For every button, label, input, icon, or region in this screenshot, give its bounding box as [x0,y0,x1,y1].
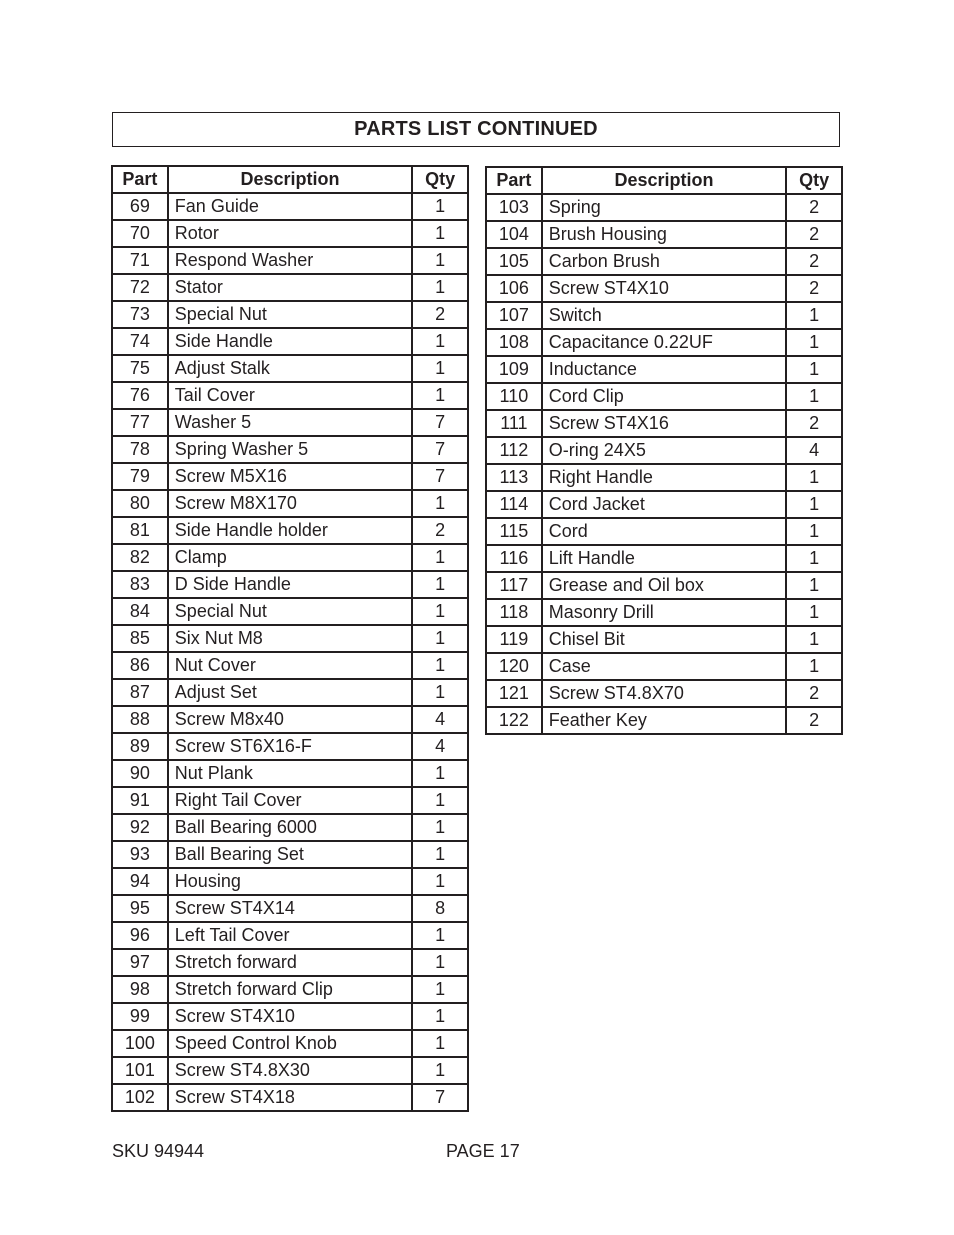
part-number: 81 [112,517,168,544]
part-qty: 1 [412,841,468,868]
part-qty: 2 [786,707,842,734]
title-box [112,112,840,147]
part-qty: 1 [412,1030,468,1057]
part-qty: 1 [786,302,842,329]
part-qty: 1 [412,868,468,895]
part-description: Fan Guide [168,193,412,220]
table-row [112,1030,468,1057]
part-number: 121 [486,680,542,707]
part-description: Carbon Brush [542,248,786,275]
part-number: 82 [112,544,168,571]
part-number: 80 [112,490,168,517]
col-description-header: Description [168,166,412,193]
part-description: Screw ST4.8X70 [542,680,786,707]
part-qty: 1 [412,1057,468,1084]
part-number: 122 [486,707,542,734]
part-description: Adjust Stalk [168,355,412,382]
table-row [486,464,842,491]
page-title: PARTS LIST CONTINUED [354,118,598,140]
part-number: 73 [112,301,168,328]
table-row [486,329,842,356]
part-qty: 1 [412,490,468,517]
part-number: 90 [112,760,168,787]
part-description: Housing [168,868,412,895]
part-number: 87 [112,679,168,706]
part-number: 120 [486,653,542,680]
table-row [112,220,468,247]
part-description: Special Nut [168,598,412,625]
table-row [112,814,468,841]
table-header-row [486,167,842,194]
part-number: 71 [112,247,168,274]
table-row [486,356,842,383]
table-row [112,1084,468,1111]
part-number: 70 [112,220,168,247]
part-description: Lift Handle [542,545,786,572]
part-qty: 1 [412,679,468,706]
part-number: 100 [112,1030,168,1057]
part-qty: 7 [412,436,468,463]
part-number: 93 [112,841,168,868]
table-row [112,247,468,274]
part-number: 118 [486,599,542,626]
part-qty: 1 [786,545,842,572]
part-qty: 1 [786,356,842,383]
table-row [486,572,842,599]
part-description: Brush Housing [542,221,786,248]
table-row [112,652,468,679]
part-number: 114 [486,491,542,518]
part-description: Cord [542,518,786,545]
part-number: 69 [112,193,168,220]
table-row [112,895,468,922]
part-number: 103 [486,194,542,221]
part-number: 85 [112,625,168,652]
table-row [486,221,842,248]
part-description: Ball Bearing Set [168,841,412,868]
part-description: Inductance [542,356,786,383]
part-description: Capacitance 0.22UF [542,329,786,356]
part-number: 99 [112,1003,168,1030]
part-number: 91 [112,787,168,814]
col-qty-header: Qty [412,166,468,193]
col-part-header: Part [112,166,168,193]
part-description: Adjust Set [168,679,412,706]
table-row [112,1057,468,1084]
part-description: Rotor [168,220,412,247]
part-qty: 2 [786,680,842,707]
part-qty: 2 [786,221,842,248]
part-number: 77 [112,409,168,436]
table-row [486,518,842,545]
parts-table-right [485,166,843,735]
part-qty: 1 [412,598,468,625]
table-row [112,409,468,436]
part-qty: 4 [412,706,468,733]
part-description: Screw ST4X16 [542,410,786,437]
part-description: Stator [168,274,412,301]
part-qty: 2 [786,248,842,275]
table-row [112,868,468,895]
table-row [112,490,468,517]
sku-label: SKU 94944 [112,1141,205,1161]
table-row [486,275,842,302]
part-number: 105 [486,248,542,275]
part-number: 102 [112,1084,168,1111]
part-description: Stretch forward [168,949,412,976]
part-description: Screw M8x40 [168,706,412,733]
part-description: Screw M8X170 [168,490,412,517]
table-row [486,491,842,518]
part-description: Grease and Oil box [542,572,786,599]
part-description: Respond Washer [168,247,412,274]
part-qty: 1 [412,976,468,1003]
part-description: Side Handle [168,328,412,355]
part-qty: 2 [786,275,842,302]
part-number: 79 [112,463,168,490]
table-row [486,707,842,734]
part-qty: 8 [412,895,468,922]
part-number: 95 [112,895,168,922]
part-qty: 2 [786,410,842,437]
part-qty: 1 [412,355,468,382]
part-description: Screw ST6X16-F [168,733,412,760]
part-qty: 1 [786,599,842,626]
table-row [112,355,468,382]
part-number: 97 [112,949,168,976]
part-description: Stretch forward Clip [168,976,412,1003]
part-description: Switch [542,302,786,329]
part-qty: 1 [412,760,468,787]
table-row [486,599,842,626]
part-qty: 1 [412,328,468,355]
part-qty: 1 [412,193,468,220]
col-part-header: Part [486,167,542,194]
part-description: Special Nut [168,301,412,328]
col-description-header: Description [542,167,786,194]
part-description: Ball Bearing 6000 [168,814,412,841]
part-qty: 1 [786,464,842,491]
table-row [112,949,468,976]
part-description: Side Handle holder [168,517,412,544]
part-qty: 1 [786,329,842,356]
table-row [112,193,468,220]
part-description: Feather Key [542,707,786,734]
part-qty: 1 [412,571,468,598]
part-qty: 1 [412,652,468,679]
part-qty: 1 [412,1003,468,1030]
table-row [112,382,468,409]
part-number: 98 [112,976,168,1003]
part-number: 108 [486,329,542,356]
table-row [112,571,468,598]
part-description: Chisel Bit [542,626,786,653]
part-qty: 1 [412,625,468,652]
table-row [486,626,842,653]
page-number: PAGE 17 [446,1141,520,1161]
part-number: 101 [112,1057,168,1084]
part-number: 84 [112,598,168,625]
part-description: Speed Control Knob [168,1030,412,1057]
part-qty: 1 [786,572,842,599]
table-row [112,328,468,355]
part-number: 86 [112,652,168,679]
part-number: 116 [486,545,542,572]
part-qty: 7 [412,409,468,436]
part-qty: 4 [412,733,468,760]
part-qty: 2 [786,194,842,221]
table-row [112,274,468,301]
table-row [112,301,468,328]
part-qty: 1 [786,383,842,410]
part-qty: 4 [786,437,842,464]
part-description: Tail Cover [168,382,412,409]
part-qty: 1 [412,274,468,301]
part-number: 104 [486,221,542,248]
table-row [112,463,468,490]
table-row [112,976,468,1003]
part-qty: 7 [412,1084,468,1111]
table-row [486,410,842,437]
table-row [112,841,468,868]
table-row [486,194,842,221]
table-row [112,922,468,949]
part-number: 111 [486,410,542,437]
table-row [112,679,468,706]
table-row [112,706,468,733]
part-description: Screw ST4.8X30 [168,1057,412,1084]
table-row [486,653,842,680]
table-row [112,517,468,544]
part-description: Screw ST4X10 [168,1003,412,1030]
part-number: 74 [112,328,168,355]
part-qty: 1 [412,814,468,841]
part-number: 119 [486,626,542,653]
part-description: Nut Plank [168,760,412,787]
table-row [112,544,468,571]
table-row [486,437,842,464]
part-number: 94 [112,868,168,895]
part-description: Clamp [168,544,412,571]
part-description: Masonry Drill [542,599,786,626]
part-number: 112 [486,437,542,464]
part-description: Right Tail Cover [168,787,412,814]
part-description: Case [542,653,786,680]
part-description: Spring [542,194,786,221]
part-description: Six Nut M8 [168,625,412,652]
part-number: 83 [112,571,168,598]
part-qty: 1 [412,949,468,976]
part-number: 110 [486,383,542,410]
part-qty: 7 [412,463,468,490]
table-row [486,302,842,329]
table-row [112,733,468,760]
parts-table-left [111,165,469,1112]
part-qty: 1 [412,247,468,274]
part-qty: 2 [412,517,468,544]
part-number: 75 [112,355,168,382]
table-row [112,1003,468,1030]
part-description: D Side Handle [168,571,412,598]
part-number: 92 [112,814,168,841]
part-number: 72 [112,274,168,301]
part-number: 76 [112,382,168,409]
part-qty: 1 [786,518,842,545]
part-description: Right Handle [542,464,786,491]
part-number: 88 [112,706,168,733]
part-number: 107 [486,302,542,329]
part-qty: 1 [412,220,468,247]
table-row [486,545,842,572]
part-number: 109 [486,356,542,383]
part-qty: 2 [412,301,468,328]
part-qty: 1 [412,382,468,409]
part-description: Screw ST4X18 [168,1084,412,1111]
table-row [112,436,468,463]
part-description: Washer 5 [168,409,412,436]
part-description: Screw ST4X10 [542,275,786,302]
part-qty: 1 [786,626,842,653]
part-description: Screw ST4X14 [168,895,412,922]
part-description: Cord Jacket [542,491,786,518]
table-row [112,625,468,652]
part-qty: 1 [412,922,468,949]
part-qty: 1 [786,491,842,518]
part-number: 96 [112,922,168,949]
part-description: Left Tail Cover [168,922,412,949]
table-row [112,760,468,787]
part-number: 115 [486,518,542,545]
part-description: Screw M5X16 [168,463,412,490]
part-description: O-ring 24X5 [542,437,786,464]
part-qty: 1 [786,653,842,680]
part-number: 78 [112,436,168,463]
part-number: 113 [486,464,542,491]
part-number: 117 [486,572,542,599]
table-row [112,598,468,625]
col-qty-header: Qty [786,167,842,194]
part-qty: 1 [412,787,468,814]
table-row [486,383,842,410]
part-description: Nut Cover [168,652,412,679]
table-header-row [112,166,468,193]
part-number: 106 [486,275,542,302]
part-number: 89 [112,733,168,760]
part-description: Cord Clip [542,383,786,410]
part-qty: 1 [412,544,468,571]
part-description: Spring Washer 5 [168,436,412,463]
table-row [112,787,468,814]
table-row [486,248,842,275]
table-row [486,680,842,707]
